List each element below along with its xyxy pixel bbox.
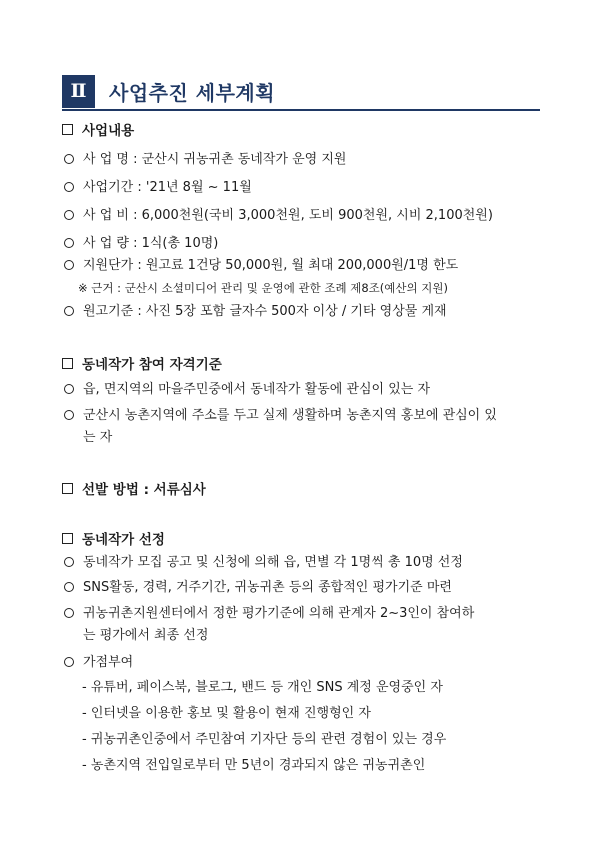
circle-bullet-icon: [64, 582, 74, 592]
bonus-item: - 농촌지역 전입일로부터 만 5년이 경과되지 않은 귀농귀촌인: [82, 758, 426, 773]
circle-bullet-icon: [64, 384, 74, 394]
circle-bullet-icon: [64, 260, 74, 270]
list-item: 동네작가 모집 공고 및 신청에 의해 읍, 면별 각 1명씩 총 10명 선정: [64, 553, 542, 573]
square-bullet-icon: [62, 124, 73, 135]
heading-text: 동네작가 참여 자격기준: [82, 357, 222, 373]
bonus-item: - 유튜버, 페이스북, 블로그, 밴드 등 개인 SNS 계정 운영중인 자: [82, 680, 443, 695]
eligibility-heading: [62, 353, 540, 373]
list-item: 읍, 면지역의 마을주민중에서 동네작가 활동에 관심이 있는 자: [64, 380, 542, 400]
heading-text: 선발 방법 : 서류심사: [82, 482, 206, 498]
square-bullet-icon: [62, 483, 73, 494]
circle-bullet-icon: [64, 182, 74, 192]
selection-heading: [62, 528, 540, 548]
legal-basis-note: ※ 근거 : 군산시 소셜미디어 관리 및 운영에 관한 조례 제8조(예산의 지원): [78, 281, 448, 295]
list-item: 군산시 농촌지역에 주소를 두고 실제 생활하며 농촌지역 홍보에 관심이 있: [64, 406, 542, 426]
list-item: 가점부여: [64, 653, 542, 673]
page-title: 사업추진 세부계획: [109, 80, 276, 105]
heading-text: 동네작가 선정: [82, 532, 165, 548]
circle-bullet-icon: [64, 210, 74, 220]
content-heading: [62, 119, 540, 139]
circle-bullet-icon: [64, 238, 74, 248]
circle-bullet-icon: [64, 657, 74, 667]
section-numeral: Ⅱ: [62, 75, 95, 108]
square-bullet-icon: [62, 358, 73, 369]
circle-bullet-icon: [64, 608, 74, 618]
list-item: 지원단가 : 원고료 1건당 50,000원, 월 최대 200,000원/1명 한도: [64, 256, 542, 276]
circle-bullet-icon: [64, 557, 74, 567]
list-item: 사 업 명 : 군산시 귀농귀촌 동네작가 운영 지원: [64, 150, 542, 170]
section-title: [62, 74, 275, 108]
list-item: 사업기간 : '21년 8월 ~ 11월: [64, 178, 542, 198]
bonus-item: - 인터넷을 이용한 홍보 및 활용이 현재 진행형인 자: [82, 706, 371, 721]
list-item: SNS활동, 경력, 거주기간, 귀농귀촌 등의 종합적인 평가기준 마련: [64, 578, 542, 598]
list-item: 원고기준 : 사진 5장 포함 글자수 500자 이상 / 기타 영상물 게재: [64, 302, 542, 322]
list-item-continuation: 는 평가에서 최종 선정: [83, 628, 209, 643]
square-bullet-icon: [62, 533, 73, 544]
selection-method-heading: [62, 478, 540, 498]
circle-bullet-icon: [64, 410, 74, 420]
heading-text: 사업내용: [82, 123, 135, 139]
circle-bullet-icon: [64, 306, 74, 316]
circle-bullet-icon: [64, 154, 74, 164]
list-item: 사 업 량 : 1식(총 10명): [64, 234, 542, 254]
list-item-continuation: 는 자: [83, 430, 113, 445]
list-item: 사 업 비 : 6,000천원(국비 3,000천원, 도비 900천원, 시비 2,100천원): [64, 206, 542, 226]
bonus-item: - 귀농귀촌인중에서 주민참여 기자단 등의 관련 경험이 있는 경우: [82, 732, 447, 747]
title-underline: [62, 109, 540, 111]
list-item: 귀농귀촌지원센터에서 정한 평가기준에 의해 관계자 2~3인이 참여하: [64, 604, 542, 624]
